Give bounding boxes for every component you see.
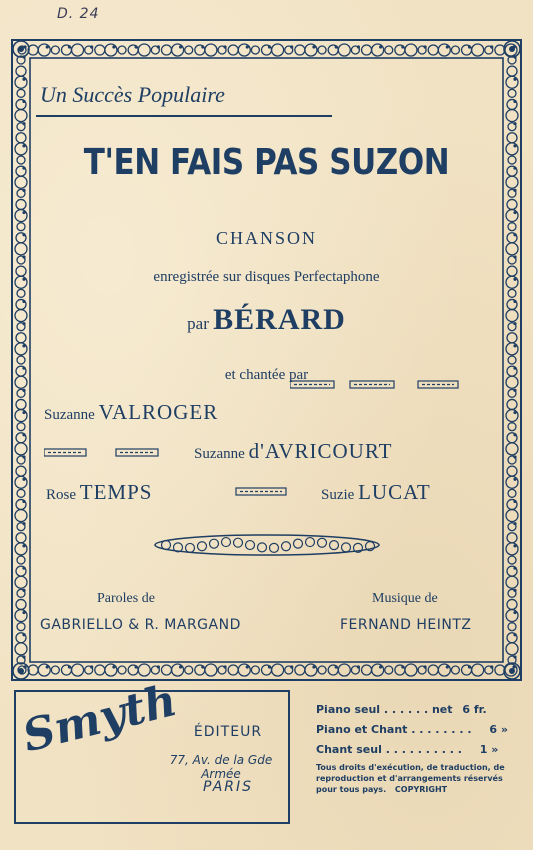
singer-4 bbox=[321, 480, 431, 505]
subtitle-underline bbox=[36, 115, 332, 117]
music-label: Musique de bbox=[372, 591, 438, 606]
publisher-city: PARIS bbox=[202, 779, 254, 795]
publisher-role: ÉDITEUR bbox=[193, 724, 263, 740]
song-title: T'EN FAIS PAS SUZON bbox=[83, 142, 450, 183]
publisher-logo: Smyth bbox=[17, 674, 182, 763]
singer-last-name: VALROGER bbox=[98, 400, 219, 424]
rights-notice bbox=[316, 762, 526, 795]
price-row: Piano seul . . . . . . net 6 fr. bbox=[316, 703, 487, 716]
singer-first-name: Suzanne bbox=[194, 446, 245, 462]
copyright-label: COPYRIGHT bbox=[394, 785, 448, 794]
singer-last-name: TEMPS bbox=[79, 480, 153, 504]
price-value: 6 bbox=[489, 723, 497, 736]
publisher-address: 77, Av. de la Gde Armée bbox=[169, 753, 273, 781]
divider-ornament bbox=[232, 486, 292, 498]
price-label: Piano et Chant bbox=[316, 723, 408, 736]
sung-by-label: et chantée par bbox=[224, 367, 309, 383]
catalog-mark: D. 24 bbox=[57, 6, 100, 22]
price-row: Piano et Chant . . . . . . . . 6 » bbox=[316, 723, 508, 736]
singer-first-name: Suzanne bbox=[44, 407, 95, 423]
price-label: Chant seul bbox=[316, 743, 382, 756]
lyrics-label: Paroles de bbox=[97, 591, 155, 606]
composer: FERNAND HEINTZ bbox=[340, 617, 472, 633]
subtitle: Un Succès Populaire bbox=[40, 82, 225, 107]
rights-text: Tous droits d'exécution, de traduction, de reproduction et d'arrangements réservés pour tous pays. bbox=[316, 763, 505, 794]
performer-name: BÉRARD bbox=[213, 303, 346, 336]
divider-ornament bbox=[44, 447, 164, 459]
recording-line: enregistrée sur disques Perfectaphone bbox=[153, 269, 380, 285]
genre-label: CHANSON bbox=[215, 228, 317, 248]
singer-1 bbox=[44, 400, 218, 425]
performer-prefix: par bbox=[187, 314, 209, 333]
price-row: Chant seul . . . . . . . . . . 1 » bbox=[316, 743, 499, 756]
garland-ornament bbox=[150, 532, 385, 558]
singer-2 bbox=[194, 439, 392, 464]
singer-first-name: Rose bbox=[46, 487, 76, 503]
divider-ornament bbox=[290, 379, 490, 391]
singer-last-name: d'AVRICOURT bbox=[248, 439, 393, 463]
singer-first-name: Suzie bbox=[321, 487, 355, 503]
price-value: 1 bbox=[479, 743, 488, 756]
singer-3 bbox=[46, 480, 152, 505]
lyricists: GABRIELLO & R. MARGAND bbox=[40, 617, 241, 633]
price-value: 6 fr. bbox=[462, 703, 487, 716]
singer-last-name: LUCAT bbox=[358, 480, 431, 504]
performer-line bbox=[0, 303, 533, 337]
price-label: Piano seul bbox=[316, 703, 381, 716]
